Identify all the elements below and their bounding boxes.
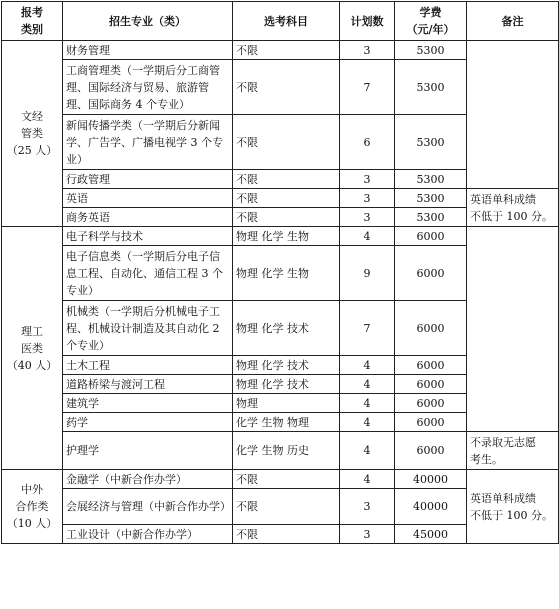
tuition-cell: 5300 (395, 115, 467, 170)
subjects-cell: 不限 (233, 208, 340, 227)
plan-cell: 7 (340, 60, 395, 115)
major-cell: 财务管理 (63, 41, 233, 60)
tuition-cell: 5300 (395, 170, 467, 189)
subjects-cell: 不限 (233, 170, 340, 189)
major-cell: 工商管理类（一学期后分工商管理、国际经济与贸易、旅游管理、国际商务 4 个专业） (63, 60, 233, 115)
category-line: 中外 (21, 483, 43, 496)
header-category (2, 2, 63, 41)
category-cell-cooperative (2, 470, 63, 544)
plan-cell: 3 (340, 41, 395, 60)
note-line: 英语单科成绩 (470, 192, 536, 206)
tuition-cell: 5300 (395, 60, 467, 115)
table-row (2, 432, 559, 470)
subjects-cell: 不限 (233, 189, 340, 208)
category-line: （10 人） (6, 517, 58, 530)
subjects-cell: 不限 (233, 489, 340, 525)
major-cell: 建筑学 (63, 394, 233, 413)
plan-cell: 4 (340, 394, 395, 413)
major-cell: 土木工程 (63, 356, 233, 375)
table-row (2, 470, 559, 489)
plan-cell: 9 (340, 246, 395, 301)
plan-cell: 4 (340, 413, 395, 432)
note-cell-empty (467, 41, 559, 189)
table-row (2, 227, 559, 246)
header-subjects: 选考科目 (233, 2, 340, 41)
category-line: 理工 (21, 324, 43, 338)
subjects-cell: 化学 生物 历史 (233, 432, 340, 470)
subjects-cell: 不限 (233, 525, 340, 544)
subjects-cell: 不限 (233, 115, 340, 170)
header-tuition-line-1: 学费 (419, 6, 442, 19)
major-cell: 行政管理 (63, 170, 233, 189)
tuition-cell: 45000 (395, 525, 467, 544)
tuition-cell: 40000 (395, 470, 467, 489)
plan-cell: 3 (340, 489, 395, 525)
plan-cell: 4 (340, 375, 395, 394)
tuition-cell: 6000 (395, 375, 467, 394)
tuition-cell: 6000 (395, 356, 467, 375)
tuition-cell: 6000 (395, 432, 467, 470)
category-line: 医类 (21, 341, 43, 355)
note-cell-english (467, 189, 559, 227)
category-line: 文经 (21, 110, 43, 123)
plan-cell: 3 (340, 208, 395, 227)
category-line: （25 人） (6, 144, 58, 157)
category-line: 合作类 (15, 500, 49, 513)
tuition-cell: 6000 (395, 394, 467, 413)
header-major: 招生专业（类） (63, 2, 233, 41)
subjects-cell: 不限 (233, 41, 340, 60)
category-cell-humanities (2, 41, 63, 227)
table-row (2, 41, 559, 60)
header-plan: 计划数 (340, 2, 395, 41)
plan-cell: 7 (340, 301, 395, 356)
header-note: 备注 (467, 2, 559, 41)
plan-cell: 6 (340, 115, 395, 170)
category-line: （40 人） (6, 358, 58, 372)
plan-cell: 4 (340, 432, 395, 470)
note-line: 考生。 (470, 452, 503, 466)
major-cell: 商务英语 (63, 208, 233, 227)
tuition-cell: 6000 (395, 301, 467, 356)
note-cell-english-coop (467, 470, 559, 544)
plan-cell: 4 (340, 227, 395, 246)
tuition-cell: 6000 (395, 246, 467, 301)
subjects-cell: 不限 (233, 470, 340, 489)
subjects-cell: 物理 (233, 394, 340, 413)
table-row (2, 189, 559, 208)
header-row (2, 2, 559, 41)
subjects-cell: 不限 (233, 60, 340, 115)
category-line: 管类 (21, 127, 43, 140)
major-cell: 新闻传播学类（一学期后分新闻学、广告学、广播电视学 3 个专业） (63, 115, 233, 170)
subjects-cell: 物理 化学 技术 (233, 356, 340, 375)
subjects-cell: 物理 化学 生物 (233, 246, 340, 301)
header-tuition-line-2: （元/年） (406, 23, 455, 36)
tuition-cell: 5300 (395, 208, 467, 227)
subjects-cell: 化学 生物 物理 (233, 413, 340, 432)
plan-cell: 3 (340, 189, 395, 208)
note-line: 不录取无志愿 (470, 435, 536, 449)
note-cell-nursing (467, 432, 559, 470)
major-cell: 护理学 (63, 432, 233, 470)
note-cell-empty (467, 227, 559, 432)
subjects-cell: 物理 化学 技术 (233, 375, 340, 394)
major-cell: 金融学（中新合作办学） (63, 470, 233, 489)
note-line: 英语单科成绩 (470, 491, 536, 505)
plan-cell: 4 (340, 470, 395, 489)
tuition-cell: 40000 (395, 489, 467, 525)
major-cell: 工业设计（中新合作办学） (63, 525, 233, 544)
major-cell: 道路桥梁与渡河工程 (63, 375, 233, 394)
major-cell: 英语 (63, 189, 233, 208)
major-cell: 电子信息类（一学期后分电子信息工程、自动化、通信工程 3 个专业） (63, 246, 233, 301)
tuition-cell: 5300 (395, 41, 467, 60)
subjects-cell: 物理 化学 生物 (233, 227, 340, 246)
plan-cell: 3 (340, 525, 395, 544)
note-line: 不低于 100 分。 (470, 508, 553, 522)
plan-cell: 4 (340, 356, 395, 375)
plan-cell: 3 (340, 170, 395, 189)
major-cell: 机械类（一学期后分机械电子工程、机械设计制造及其自动化 2 个专业） (63, 301, 233, 356)
header-tuition (395, 2, 467, 41)
category-cell-science (2, 227, 63, 470)
subjects-cell: 物理 化学 技术 (233, 301, 340, 356)
note-line: 不低于 100 分。 (470, 209, 553, 223)
major-cell: 电子科学与技术 (63, 227, 233, 246)
tuition-cell: 5300 (395, 189, 467, 208)
tuition-cell: 6000 (395, 227, 467, 246)
header-category-line-1: 报考 (21, 6, 43, 19)
major-cell: 会展经济与管理（中新合作办学） (63, 489, 233, 525)
tuition-cell: 6000 (395, 413, 467, 432)
major-cell: 药学 (63, 413, 233, 432)
admissions-table (1, 1, 559, 544)
header-category-line-2: 类别 (21, 23, 43, 36)
